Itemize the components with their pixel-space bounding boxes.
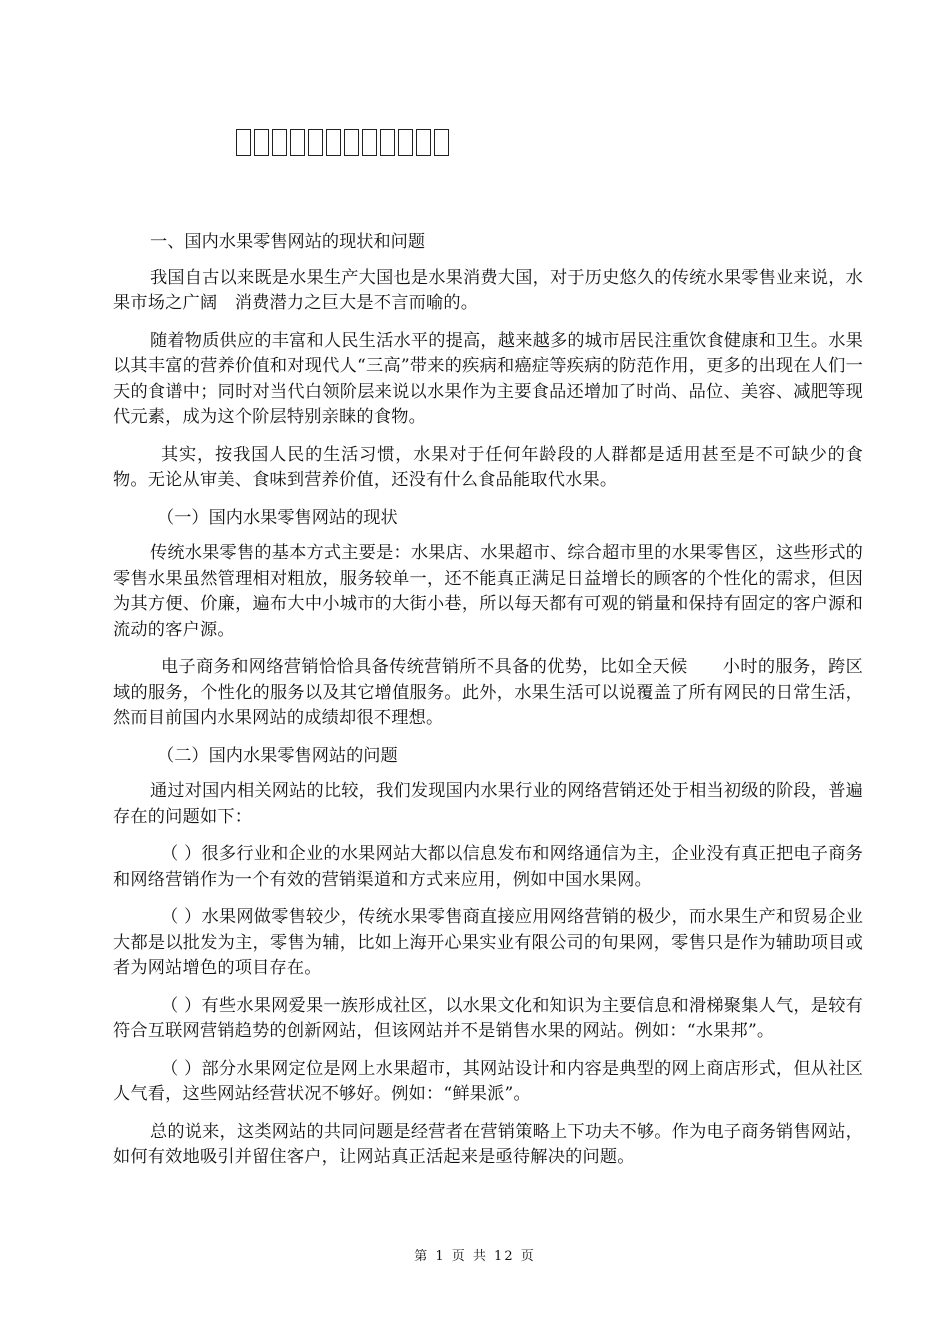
body-paragraph: 随着物质供应的丰富和人民生活水平的提高，越来越多的城市居民注重饮食健康和卫生。水果以其丰富的营养价值和对现代人“三高”带来的疾病和癌症等疾病的防范作用，更多的出现在人们一天的食谱中；同时对当代白领阶层来说以水果作为主要食品还增加了时尚、品位、美容、减肥等现代元素，成为这个阶层特别亲睐的食物。 <box>113 330 863 427</box>
document-body <box>113 230 863 1183</box>
body-paragraph: 其实，按我国人民的生活习惯，水果对于任何年龄段的人群都是适用甚至是不可缺少的食物。无论从审美、食味到营养价值，还没有什么食品能取代水果。 <box>113 444 863 490</box>
body-paragraph: （ ）很多行业和企业的水果网站大都以信息发布和网络通信为主，企业没有真正把电子商务和网络营销作为一个有效的营销渠道和方式来应用，例如中国水果网。 <box>113 844 863 890</box>
title-glyph-box <box>290 129 305 156</box>
title-glyph-box <box>326 129 341 156</box>
title-glyph-box <box>380 129 395 156</box>
body-paragraph: （ ）有些水果网爱果一族形成社区，以水果文化和知识为主要信息和滑梯聚集人气，是较有符合互联网营销趋势的创新网站，但该网站并不是销售水果的网站。例如：“水果邦”。 <box>113 995 863 1041</box>
body-paragraph: 我国自古以来既是水果生产大国也是水果消费大国，对于历史悠久的传统水果零售业来说，水果市场之广阔 消费潜力之巨大是不言而喻的。 <box>113 267 863 313</box>
title-glyph-box <box>362 129 377 156</box>
title-glyph-box <box>254 129 269 156</box>
body-paragraph: （ ）部分水果网定位是网上水果超市，其网站设计和内容是典型的网上商店形式，但从社区人气看，这些网站经营状况不够好。例如：“鲜果派”。 <box>113 1058 863 1104</box>
title-glyph-box <box>236 129 251 156</box>
title-glyph-box <box>272 129 287 156</box>
body-paragraph: 电子商务和网络营销恰恰具备传统营销所不具备的优势，比如全天候 小时的服务，跨区域的服务，个性化的服务以及其它增值服务。此外，水果生活可以说覆盖了所有网民的日常生活，然而目前国内水果网站的成绩却很不理想。 <box>113 657 863 728</box>
title-glyph-box <box>434 129 449 156</box>
title-glyph-box <box>308 129 323 156</box>
subsection-heading: （二）国内水果零售网站的问题 <box>157 745 398 766</box>
page-footer: 第 1 页 共 12 页 <box>414 1249 536 1264</box>
body-paragraph: 传统水果零售的基本方式主要是：水果店、水果超市、综合超市里的水果零售区，这些形式的零售水果虽然管理相对粗放，服务较单一，还不能真正满足日益增长的顾客的个性化的需求，但因为其方便、价廉，遍布大中小城市的大街小巷，所以每天都有可观的销量和保持有固定的客户源和流动的客户源。 <box>113 543 863 640</box>
subsection-heading: （一）国内水果零售网站的现状 <box>157 507 398 528</box>
section-heading: 一、国内水果零售网站的现状和问题 <box>150 232 426 252</box>
title-glyph-box <box>344 129 359 156</box>
body-paragraph: 通过对国内相关网站的比较，我们发现国内水果行业的网络营销还处于相当初级的阶段，普遍存在的问题如下： <box>113 781 863 827</box>
body-paragraph: 总的说来，这类网站的共同问题是经营者在营销策略上下功夫不够。作为电子商务销售网站，如何有效地吸引并留住客户，让网站真正活起来是亟待解决的问题。 <box>113 1121 863 1167</box>
title-glyph-box <box>398 129 413 156</box>
title-glyph-box <box>416 129 431 156</box>
page-title <box>236 124 496 160</box>
body-paragraph: （ ）水果网做零售较少，传统水果零售商直接应用网络营销的极少，而水果生产和贸易企业大都是以批发为主，零售为辅，比如上海开心果实业有限公司的旬果网，零售只是作为辅助项目或者为网站增色的项目存在。 <box>113 907 863 978</box>
